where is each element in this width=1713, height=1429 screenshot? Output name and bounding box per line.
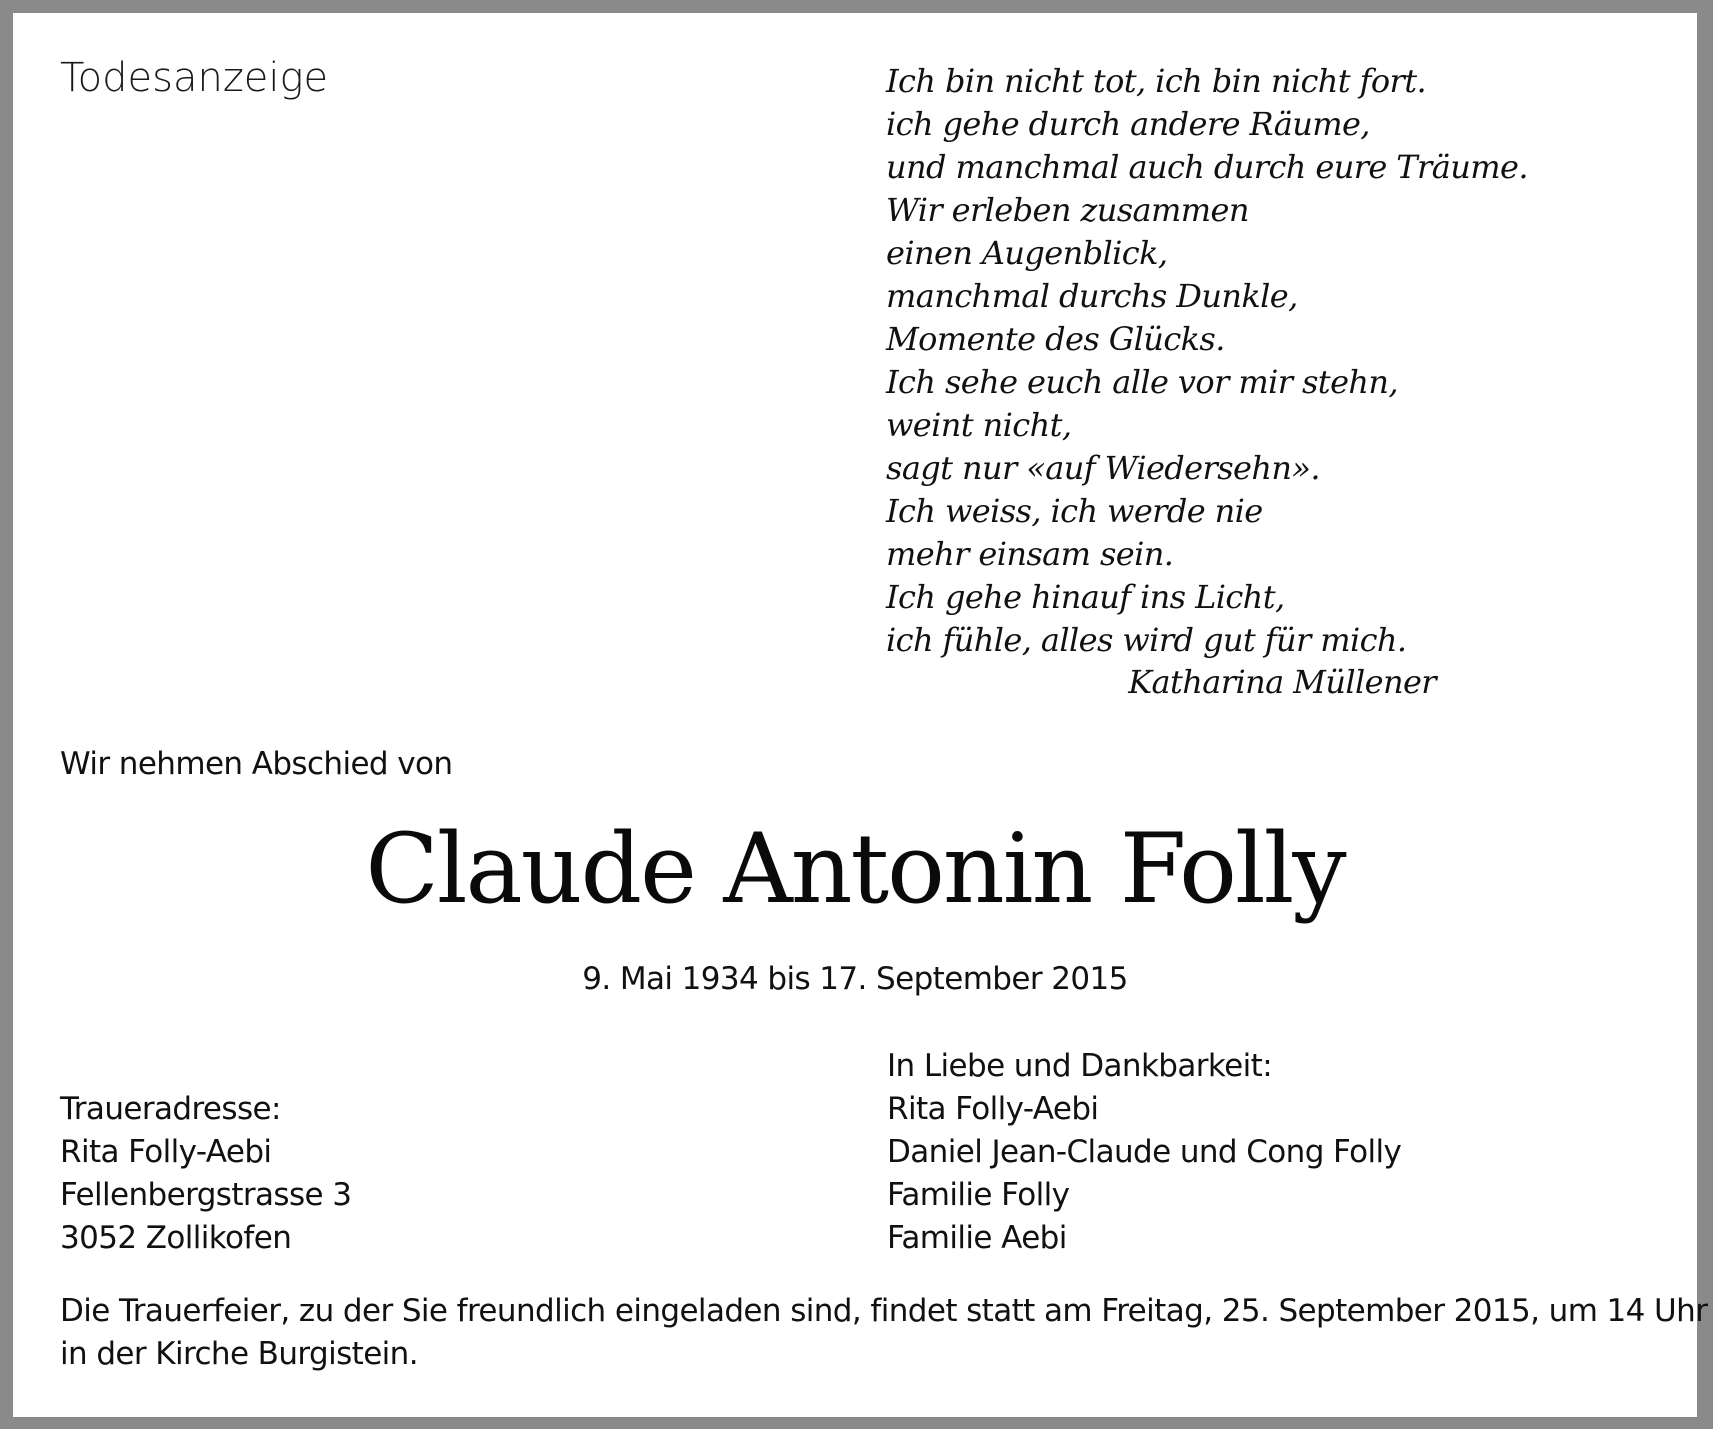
poem-line: mehr einsam sein. bbox=[886, 535, 1174, 573]
mourners-heading: In Liebe und Dankbarkeit: bbox=[887, 1048, 1273, 1084]
notice-label: Todesanzeige bbox=[60, 55, 329, 101]
poem-line: Wir erleben zusammen bbox=[886, 191, 1249, 229]
address-line: 3052 Zollikofen bbox=[60, 1220, 292, 1256]
poem-line: Ich weiss, ich werde nie bbox=[886, 492, 1263, 530]
life-dates: 9. Mai 1934 bis 17. September 2015 bbox=[582, 961, 1128, 997]
poem-line: Ich sehe euch alle vor mir stehn, bbox=[886, 363, 1398, 401]
poem bbox=[886, 60, 1528, 662]
deceased-name: Claude Antonin Folly bbox=[365, 813, 1345, 925]
mourner-name: Daniel Jean-Claude und Cong Folly bbox=[887, 1134, 1402, 1170]
poem-line: einen Augenblick, bbox=[886, 234, 1168, 272]
mourning-address bbox=[60, 1088, 351, 1260]
mourners-list bbox=[887, 1045, 1401, 1260]
poem-author: Katharina Müllener bbox=[1128, 663, 1436, 701]
poem-line: ich fühle, alles wird gut für mich. bbox=[886, 621, 1407, 659]
poem-line: Ich bin nicht tot, ich bin nicht fort. bbox=[886, 62, 1427, 100]
ceremony-line: in der Kirche Burgistein. bbox=[60, 1336, 418, 1372]
mourner-name: Familie Aebi bbox=[887, 1220, 1067, 1256]
poem-line: Ich gehe hinauf ins Licht, bbox=[886, 578, 1285, 616]
poem-line: und manchmal auch durch eure Träume. bbox=[886, 148, 1528, 186]
ceremony-info bbox=[60, 1290, 1708, 1376]
address-line: Fellenbergstrasse 3 bbox=[60, 1177, 352, 1213]
address-line: Rita Folly-Aebi bbox=[60, 1134, 272, 1170]
obituary-page bbox=[13, 13, 1708, 1417]
poem-line: ich gehe durch andere Räume, bbox=[886, 105, 1370, 143]
address-heading: Traueradresse: bbox=[60, 1091, 281, 1127]
mourner-name: Rita Folly-Aebi bbox=[887, 1091, 1099, 1127]
ceremony-line: Die Trauerfeier, zu der Sie freundlich eingeladen sind, findet statt am Freitag, 25. September 2015, um 14 Uhr bbox=[60, 1293, 1708, 1329]
poem-line: manchmal durchs Dunkle, bbox=[886, 277, 1298, 315]
poem-line: sagt nur «auf Wiedersehn». bbox=[886, 449, 1320, 487]
farewell-intro: Wir nehmen Abschied von bbox=[60, 746, 453, 782]
poem-line: weint nicht, bbox=[886, 406, 1072, 444]
mourner-name: Familie Folly bbox=[887, 1177, 1070, 1213]
poem-line: Momente des Glücks. bbox=[886, 320, 1225, 358]
